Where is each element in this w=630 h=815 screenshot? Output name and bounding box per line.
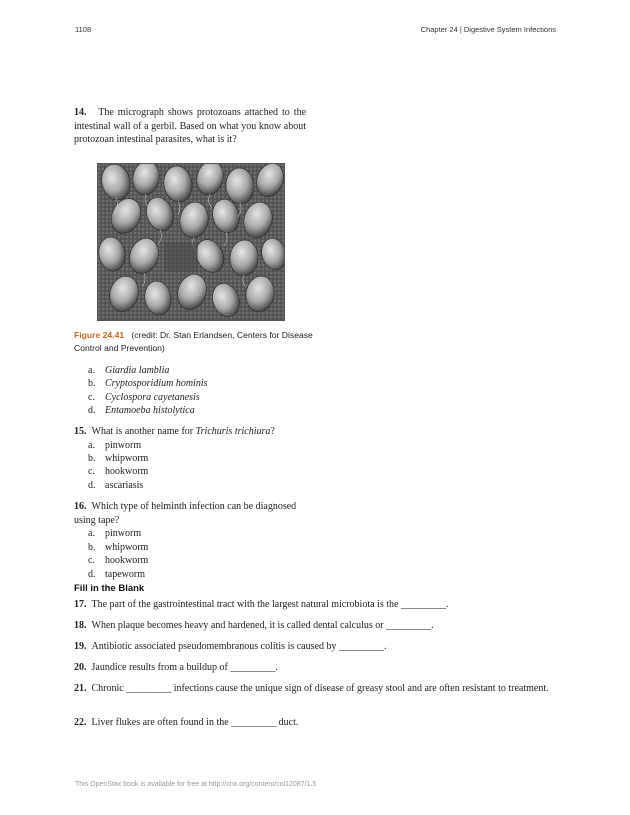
option-14d: d. Entamoeba histolytica [88, 405, 195, 416]
option-15a: a. pinworm [88, 440, 142, 451]
option-16c: c. hookworm [88, 555, 149, 566]
question-15: 15. What is another name for Trichuris trichiura? [74, 426, 275, 437]
option-15c: c. hookworm [88, 466, 149, 477]
question-20: 20. Jaundice results from a buildup of _________. [74, 662, 278, 673]
protozoa-micrograph-image [98, 164, 284, 320]
question-14 [74, 106, 306, 147]
option-14a: a. Giardia lamblia [88, 365, 170, 376]
question-22: 22. Liver flukes are often found in the _________ duct. [74, 717, 299, 728]
option-15b: b. whipworm [88, 453, 149, 464]
figure-credit: (credit: Dr. Stan Erlandsen, Centers for Disease Control and Prevention) [74, 330, 313, 353]
question-16: 16. Which type of helminth infection can be diagnosed using tape? [74, 501, 297, 526]
micrograph-figure [97, 163, 285, 321]
question-text: The micrograph shows protozoans attached to the intestinal wall of a gerbil. Based on what you know about protozoan intestinal parasites, what is it? [74, 107, 307, 145]
footer-notice: This OpenStax book is available for free at http://cnx.org/content/col12087/1.5 [75, 781, 317, 788]
chapter-header: Chapter 24 | Digestive System Infections [420, 25, 556, 34]
figure-caption [74, 329, 314, 355]
option-14c: c. Cyclospora cayetanesis [88, 392, 200, 403]
question-number: 14. [74, 107, 87, 118]
option-16d: d. tapeworm [88, 569, 145, 580]
figure-label: Figure 24.41 [74, 330, 125, 340]
question-18: 18. When plaque becomes heavy and hardened, it is called dental calculus or _________. [74, 620, 434, 631]
option-16a: a. pinworm [88, 528, 142, 539]
section-heading-fill-in-blank: Fill in the Blank [74, 583, 145, 594]
option-16b: b. whipworm [88, 542, 149, 553]
question-21: 21. Chronic _________ infections cause the unique sign of disease of greasy stool and are often resistant to treatment. [74, 683, 549, 694]
page-number: 1108 [75, 25, 92, 34]
option-15d: d. ascariasis [88, 480, 144, 491]
option-14b: b. Cryptosporidium hominis [88, 378, 208, 389]
question-17: 17. The part of the gastrointestinal tract with the largest natural microbiota is the _________. [74, 599, 449, 610]
question-19: 19. Antibiotic associated pseudomembranous colitis is caused by _________. [74, 641, 387, 652]
